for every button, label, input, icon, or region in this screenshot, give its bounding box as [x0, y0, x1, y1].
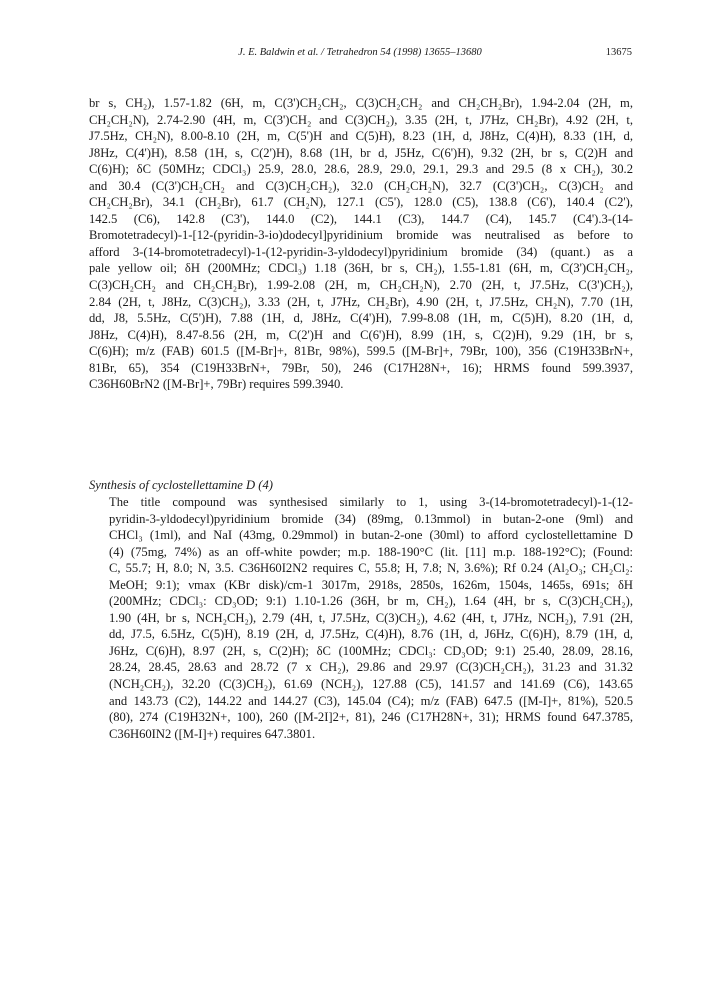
text-line: CH₂CH₂Br), 34.1 (CH₂Br), 61.7 (CH₂N), 127.1 (C5'), 128.0 (C5), 138.8 (C6'), 140.4 (C2'),: [89, 195, 633, 210]
text-line: The title compound was synthesised similarly to 1, using 3-(14-bromotetradecyl)-1-(12-: [109, 495, 633, 509]
section-heading: Synthesis of cyclostellettamine D (4): [89, 478, 273, 492]
running-title: J. E. Baldwin et al. / Tetrahedron 54 (1998) 13655–13680: [238, 47, 482, 58]
text-line: 2.84 (2H, t, J8Hz, C(3)CH₂), 3.33 (2H, t, J7Hz, CH₂Br), 4.90 (2H, t, J7.5Hz, CH₂N), 7.70 (1H,: [89, 294, 633, 309]
text-line: (80), 274 (C19H32N+, 100), 260 ([M-2I]2+, 81), 246 (C17H28N+, 31); HRMS found 647.3785,: [109, 710, 633, 725]
text-line: dd, J8, 5.5Hz, C(5')H), 7.88 (1H, d, J8Hz, C(4')H), 7.99-8.08 (1H, m, C(5)H), 8.20 (1H, d,: [89, 311, 633, 326]
text-line: (200MHz; CDCl₃: CD₃OD; 9:1) 1.10-1.26 (36H, br m, CH₂), 1.64 (4H, br s, C(3)CH₂CH₂),: [109, 594, 633, 609]
text-line: 28.24, 28.45, 28.63 and 28.72 (7 x CH₂), 29.86 and 29.97 (C(3)CH₂CH₂), 31.23 and 31.32: [109, 660, 633, 675]
text-line: pale yellow oil; δH (200MHz; CDCl₃) 1.18 (36H, br s, CH₂), 1.55-1.81 (6H, m, C(3')CH₂CH₂,: [89, 261, 633, 276]
text-line: afford 3-(14-bromotetradecyl)-1-(12-pyridin-3-yldodecyl)pyridinium bromide (34) (quant.) as a: [89, 244, 633, 259]
text-line: J8Hz, C(4)H), 8.47-8.56 (2H, m, C(2')H and C(6')H), 8.99 (1H, s, C(2)H), 9.29 (1H, br s,: [89, 327, 633, 342]
text-line: J8Hz, C(4')H), 8.58 (1H, s, C(2')H), 8.68 (1H, br d, J5Hz, C(6')H), 9.32 (2H, br s, C(2)H and: [89, 145, 633, 160]
text-line: C(6)H); m/z (FAB) 601.5 ([M-Br]+, 81Br, 98%), 599.5 ([M-Br]+, 79Br, 100), 356 (C19H33BrN+,: [89, 344, 633, 359]
paragraph-2: [89, 494, 633, 742]
page-number: 13675: [605, 47, 632, 58]
text-line: MeOH; 9:1); νmax (KBr disk)/cm-1 3017m, 2918s, 2850s, 1626m, 1504s, 1465s, 691s; δH: [109, 577, 633, 592]
text-line: (4) (75mg, 74%) as an off-white powder; m.p. 188-190°C (lit. [11] m.p. 188-192°C); (Found:: [109, 544, 633, 559]
text-line: br s, CH₂), 1.57-1.82 (6H, m, C(3')CH₂CH₂, C(3)CH₂CH₂ and CH₂CH₂Br), 1.94-2.04 (2H, m,: [89, 96, 633, 110]
text-line: and 143.73 (C2), 144.22 and 144.27 (C3), 145.04 (C4); m/z (FAB) 647.5 ([M-I]+, 81%), 520.5: [109, 693, 633, 708]
text-line: 1.90 (4H, br s, NCH₂CH₂), 2.79 (4H, t, J7.5Hz, C(3)CH₂), 4.62 (4H, t, J7Hz, NCH₂), 7.91 (2H,: [109, 610, 633, 625]
text-line: 81Br, 65), 354 (C19H33BrN+, 79Br, 50), 246 (C17H28N+, 16); HRMS found 599.3937,: [89, 360, 633, 375]
text-line: dd, J7.5, 6.5Hz, C(5)H), 8.19 (2H, d, J7.5Hz, C(4)H), 8.76 (1H, d, J6Hz, C(6)H), 8.79 (1H, d,: [109, 627, 633, 642]
text-line: 142.5 (C6), 142.8 (C3'), 144.0 (C2), 144.1 (C3), 144.7 (C4), 145.7 (C4').3-(14-: [89, 211, 633, 226]
paragraph-1: [89, 95, 633, 393]
text-line: CH₂CH₂N), 2.74-2.90 (4H, m, C(3')CH₂ and C(3)CH₂), 3.35 (2H, t, J7Hz, CH₂Br), 4.92 (2H, t,: [89, 112, 633, 127]
text-line: C(3)CH₂CH₂ and CH₂CH₂Br), 1.99-2.08 (2H, m, CH₂CH₂N), 2.70 (2H, t, J7.5Hz, C(3')CH₂),: [89, 278, 633, 293]
text-line: C(6)H); δC (50MHz; CDCl₃) 25.9, 28.0, 28.6, 28.9, 29.0, 29.1, 29.3 and 29.5 (8 x CH₂), 30.2: [89, 162, 633, 177]
text-line: CHCl₃ (1ml), and NaI (43mg, 0.29mmol) in butan-2-one (30ml) to afford cyclostellettamine D: [109, 528, 633, 543]
text-line: C36H60IN2 ([M-I]+) requires 647.3801.: [109, 726, 316, 741]
text-line: Bromotetradecyl)-1-[12-(pyridin-3-io)dodecyl]pyridinium bromide was neutralised as before to: [89, 228, 633, 243]
text-line: (NCH₂CH₂), 32.20 (C(3)CH₂), 61.69 (NCH₂), 127.88 (C5), 141.57 and 141.69 (C6), 143.65: [109, 677, 633, 692]
running-head: [0, 47, 720, 63]
text-line: and 30.4 (C(3')CH₂CH₂ and C(3)CH₂CH₂), 32.0 (CH₂CH₂N), 32.7 (C(3')CH₂, C(3)CH₂ and: [89, 178, 633, 193]
text-line: J7.5Hz, CH₂N), 8.00-8.10 (2H, m, C(5')H and C(5)H), 8.23 (1H, d, J8Hz, C(4)H), 8.33 (1H, d,: [89, 129, 633, 144]
text-line: C36H60BrN2 ([M-Br]+, 79Br) requires 599.3940.: [89, 377, 344, 392]
text-line: C, 55.7; H, 8.0; N, 3.5. C36H60I2N2 requires C, 55.8; H, 7.8; N, 3.6%); Rf 0.24 (Al₂O₃; CH₂Cl₂:: [109, 561, 633, 576]
text-line: J6Hz, C(6)H), 8.97 (2H, s, C(2)H); δC (100MHz; CDCl₃: CD₃OD; 9:1) 25.40, 28.09, 28.16,: [109, 643, 633, 658]
text-line: pyridin-3-yldodecyl)pyridinium bromide (34) (89mg, 0.13mmol) in butan-2-one (9ml) and: [109, 511, 633, 526]
